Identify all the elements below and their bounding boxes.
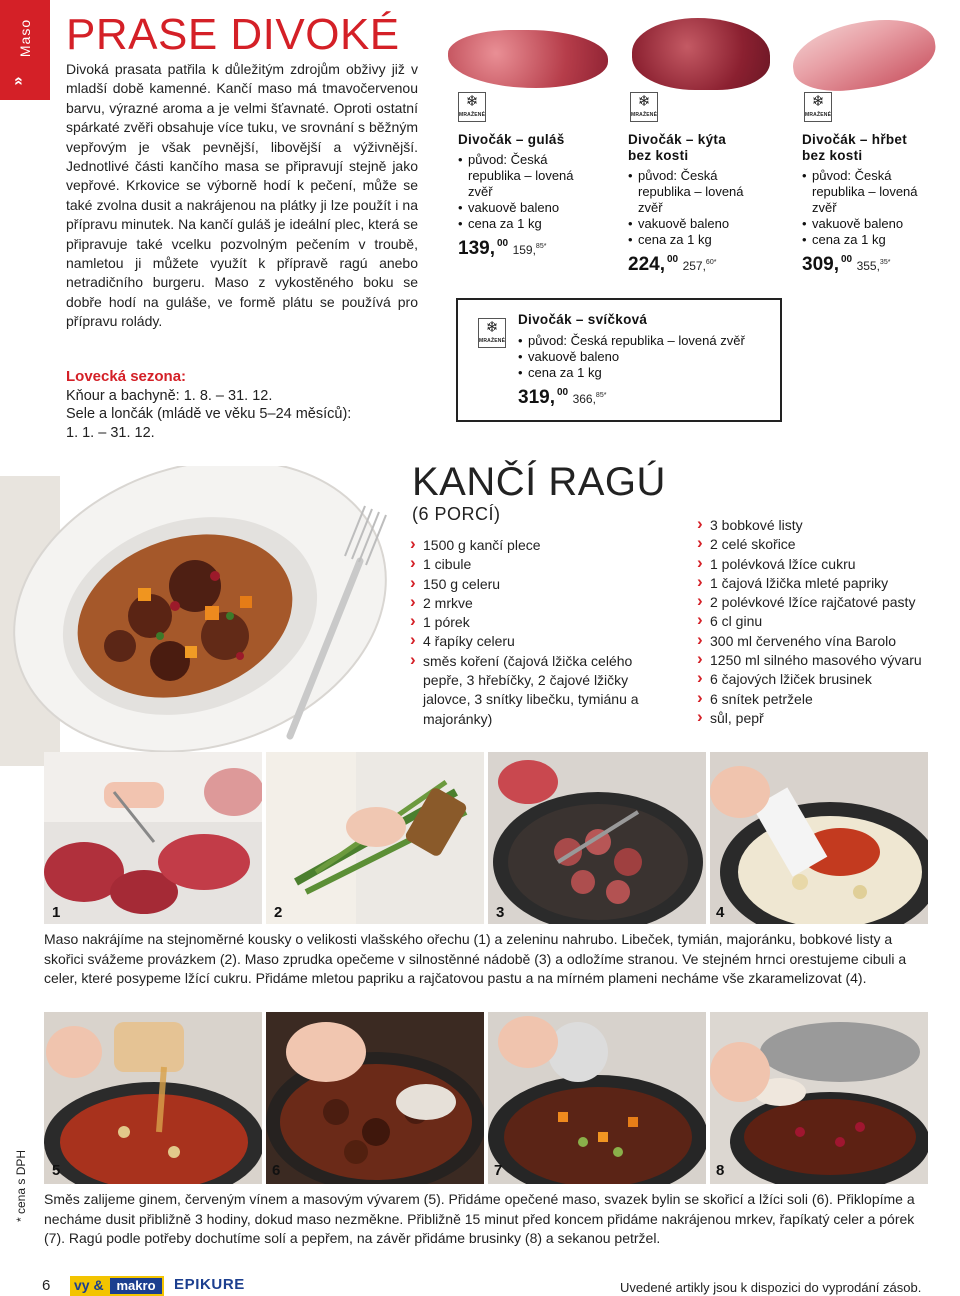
product-bullet: • původ: Česká republika – lovená zvěř — [802, 168, 920, 216]
step-photo-4 — [710, 752, 928, 924]
ingredient-item: › 300 ml červeného vína Barolo — [697, 632, 947, 651]
product-bullet: • původ: Česká republika – lovená zvěř — [518, 333, 778, 349]
step-photo-2 — [266, 752, 484, 924]
brand-name: EPIKURE — [174, 1276, 245, 1293]
product-bullet: • vakuově baleno — [518, 349, 778, 365]
product-name: Divočák – kýta — [628, 132, 727, 147]
ingredient-item: › 6 čajových lžiček brusinek — [697, 670, 947, 689]
page-number: 6 — [42, 1277, 51, 1294]
frozen-label: MRAŽENÉ — [631, 112, 658, 118]
season-line: Kňour a bachyně: 1. 8. – 31. 12. — [66, 388, 273, 404]
product-price: 224, $^{00}$ — [628, 254, 679, 275]
step-photo-1 — [44, 752, 262, 924]
ingredient-item: › 6 cl ginu — [697, 612, 947, 631]
step-number: 8 — [716, 1162, 725, 1179]
frozen-badge — [458, 92, 486, 122]
step-number: 2 — [274, 904, 283, 921]
logo-text: vy & — [74, 1277, 104, 1293]
season-line: 1. 1. – 31. 12. — [66, 425, 155, 441]
steps-text-2: Směs zalijeme ginem, červeným vínem a masovým vývarem (5). Přidáme opečené maso, svazek bylin se skořicí a lžíci soli (6). Přiklopíme a necháme dusit přibližně 3 hodiny, dokud maso nezměkne. Přibližně 15 minut před koncem přidáme nakrájenou mrkev, řapíkatý celer a pórek (7). Ragú podle potřeby dochutíme solí a pepřem, na závěr přidáme brusinky (8) a sekanou petržel. — [44, 1191, 915, 1246]
page-title: PRASE DIVOKÉ — [66, 10, 400, 59]
product-old-price: 159,$^{85*}$ — [512, 243, 547, 257]
product-card-svickova — [456, 298, 782, 422]
ingredients-list-left — [410, 536, 650, 729]
frozen-label: MRAŽENÉ — [459, 112, 486, 118]
step-number: 1 — [52, 904, 61, 921]
season-title: Lovecká sezona: — [66, 368, 187, 385]
frozen-badge — [804, 92, 832, 122]
product-bullet: • vakuově baleno — [458, 200, 578, 216]
product-card-kyta — [628, 132, 778, 276]
ingredient-item: › směs koření (čajová lžička celého pepře, 3 hřebíčky, 2 čajové lžičky jalovce, 3 snítky libečku, tymiánu a majoránky) — [410, 652, 650, 729]
step-photo-5 — [44, 1012, 262, 1184]
product-old-price: 257,$^{60*}$ — [682, 259, 717, 273]
step-number: 4 — [716, 904, 725, 921]
product-price: 139, $^{00}$ — [458, 238, 509, 259]
chevron-icon: » — [9, 76, 27, 86]
ingredient-item: › 2 mrkve — [410, 594, 650, 613]
product-bullet: • vakuově baleno — [802, 216, 920, 232]
ingredient-item: › 1 čajová lžička mleté papriky — [697, 574, 947, 593]
section-tab-label: Maso — [17, 18, 33, 58]
recipe-servings: (6 PORCÍ) — [412, 504, 501, 524]
step-photo-8 — [710, 1012, 928, 1184]
ingredient-item: › 2 celé skořice — [697, 535, 947, 554]
ingredient-item: › 1250 ml silného masového vývaru — [697, 651, 947, 670]
snowflake-icon: ❄ — [811, 93, 825, 110]
ingredient-item: › 2 polévkové lžíce rajčatové pasty — [697, 593, 947, 612]
product-image-gulas — [448, 30, 608, 88]
vy-makro-logo — [70, 1276, 164, 1296]
steps-text-1: Maso nakrájíme na stejnoměrné kousky o velikosti vlašského ořechu (1) a zeleninu nahrubo. Libeček, tymián, majoránku, bobkové listy a skořici svážeme provázkem (2). Maso zprudka opečeme v silnostěnné nádobě (3) a odložíme stranou. Ve stejném hrnci orestujeme cibuli a celer, které posypeme lžící cukru. Přidáme mletou papriku a rajčatovou pastu a na mírném plameni necháme vše zkaramelizovat (4). — [44, 931, 907, 986]
product-bullet: • cena za 1 kg — [802, 232, 920, 248]
ragout-bowl-photo — [0, 466, 408, 766]
product-name: bez kosti — [628, 148, 689, 163]
ingredient-item: › 4 řapíky celeru — [410, 632, 650, 651]
ingredient-item: › 6 snítek petržele — [697, 690, 947, 709]
snowflake-icon: ❄ — [637, 93, 651, 110]
step-photo-7 — [488, 1012, 706, 1184]
ingredient-item: › sůl, pepř — [697, 709, 947, 728]
recipe-title: KANČÍ RAGÚ — [412, 460, 666, 504]
logo-text: makro — [110, 1278, 162, 1294]
product-name: Divočák – guláš — [458, 132, 565, 147]
ingredient-item: › 1 polévková lžíce cukru — [697, 555, 947, 574]
product-name: Divočák – svíčková — [518, 312, 648, 327]
step-number: 3 — [496, 904, 505, 921]
frozen-label: MRAŽENÉ — [805, 112, 832, 118]
ingredient-item: › 3 bobkové listy — [697, 516, 947, 535]
product-bullet: • původ: Česká republika – lovená zvěř — [628, 168, 746, 216]
intro-text: Divoká prasata patřila k důležitým zdrojům obživy již v mladší době kamenné. Kančí maso má tmavočervenou barvu, výrazné aroma a je velmi šťavnaté. Oproti ostatní spárkaté zvěři obsahuje více tuku, ve srovnání s běžným vepřovým je však pevnější, libovější a výživnější. Jednotlivé části kančího masa se připravují stejně jako vepřové. Krkovice se výborně hodí k pečení, může se také zvolna dusit a nakrájenou na plátky ji lze použít i na přípravu minutek. Na kančí guláš je ideální plec, která se připravuje také vcelku pozvolným pečením v troubě, namletou ji můžete využít k přípravě ragú anebo netradičního burgeru. Maso z vykostěného boku se dobře hodí na guláše, ve formě plátu se používá pro přípravu rolády. — [66, 61, 418, 330]
product-card-gulas — [458, 132, 608, 260]
product-old-price: 366,$^{85*}$ — [572, 392, 607, 406]
ingredient-item: › 1 pórek — [410, 613, 650, 632]
product-bullet: • cena za 1 kg — [458, 216, 578, 232]
product-bullet: • cena za 1 kg — [518, 365, 778, 381]
step-photo-6 — [266, 1012, 484, 1184]
season-line: Sele a lončák (mládě ve věku 5–24 měsíců): — [66, 406, 352, 422]
product-bullet: • cena za 1 kg — [628, 232, 746, 248]
product-price: 319, $^{00}$ — [518, 387, 569, 408]
product-image-hrbet — [788, 12, 940, 97]
ingredient-item: › 1 cibule — [410, 555, 650, 574]
frozen-label: MRAŽENÉ — [479, 338, 506, 344]
frozen-badge — [478, 318, 506, 348]
step-number: 6 — [272, 1162, 281, 1179]
snowflake-icon: ❄ — [485, 319, 499, 336]
product-name: bez kosti — [802, 148, 863, 163]
step-number: 5 — [52, 1162, 61, 1179]
availability-note: Uvedené artikly jsou k dispozici do vyprodání zásob. — [620, 1280, 922, 1295]
section-tab — [0, 0, 50, 100]
ingredient-item: › 1500 g kančí plece — [410, 536, 650, 555]
step-number: 7 — [494, 1162, 503, 1179]
ingredients-list-right — [697, 516, 947, 728]
step-photo-3 — [488, 752, 706, 924]
product-old-price: 355,$^{35*}$ — [856, 259, 891, 273]
product-bullet: • vakuově baleno — [628, 216, 746, 232]
product-price: 309, $^{00}$ — [802, 254, 853, 275]
product-card-hrbet — [802, 132, 952, 276]
frozen-badge — [630, 92, 658, 122]
ingredient-item: › 150 g celeru — [410, 575, 650, 594]
product-name: Divočák – hřbet — [802, 132, 908, 147]
vat-note: * cena s DPH — [14, 1149, 28, 1222]
product-bullet: • původ: Česká republika – lovená zvěř — [458, 152, 578, 200]
snowflake-icon: ❄ — [465, 93, 479, 110]
product-image-kyta — [632, 18, 770, 90]
